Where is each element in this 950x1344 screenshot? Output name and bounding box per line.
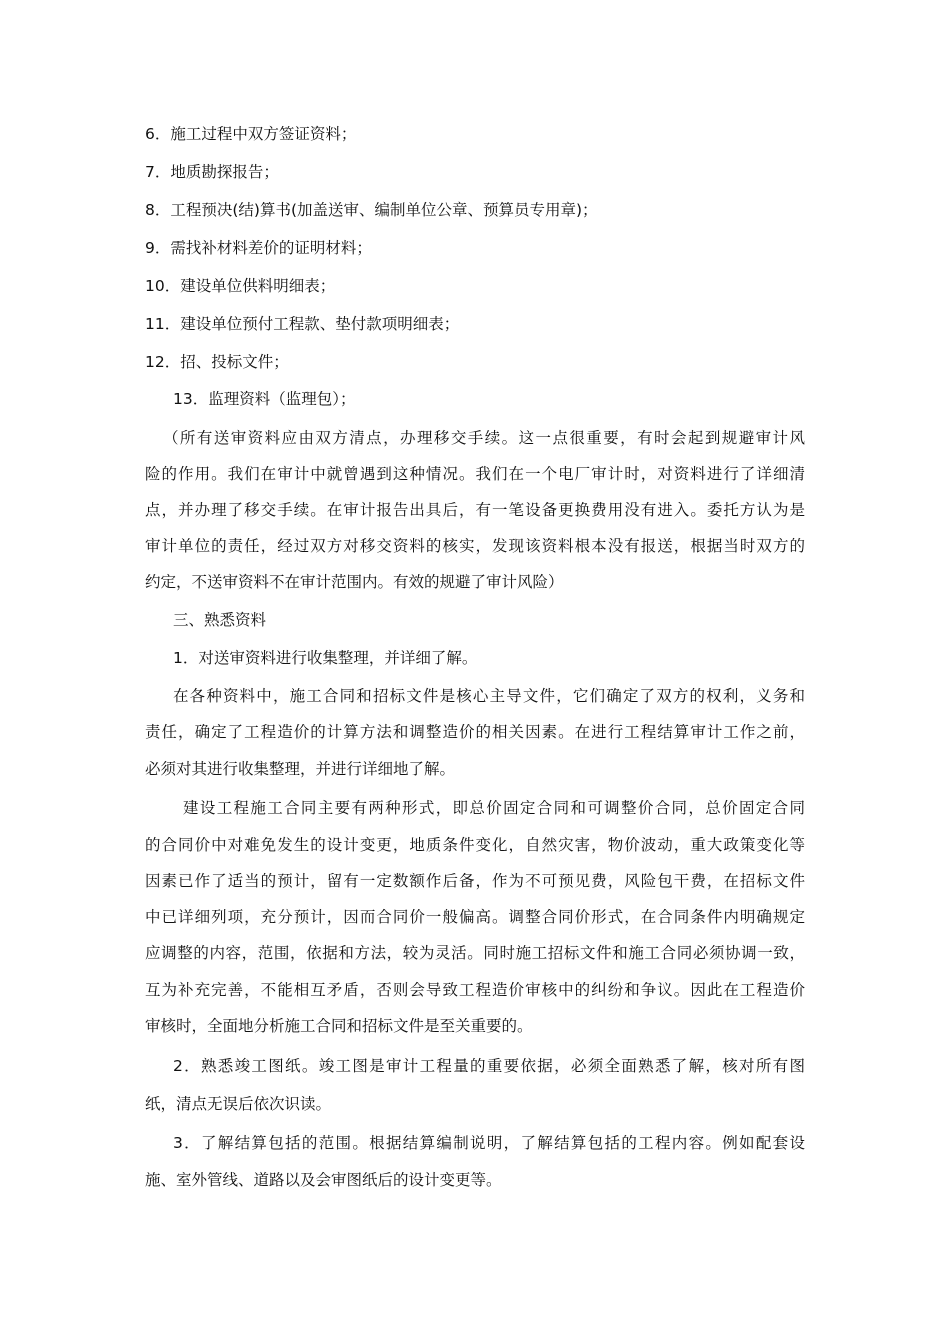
paragraph-line: 在各种资料中，施工合同和招标文件是核心主导文件，它们确定了双方的权利，义务和	[173, 687, 805, 705]
paragraph-line: 2．熟悉竣工图纸。竣工图是审计工程量的重要依据，必须全面熟悉了解，核对所有图	[173, 1057, 805, 1075]
list-item: 7．地质勘探报告；	[145, 163, 279, 181]
paragraph-line: 责任，确定了工程造价的计算方法和调整造价的相关因素。在进行工程结算审计工作之前，	[145, 723, 805, 741]
paragraph-line: 3．了解结算包括的范围。根据结算编制说明，了解结算包括的工程内容。例如配套设	[173, 1134, 805, 1152]
note-line: （所有送审资料应由双方清点，办理移交手续。这一点很重要，有时会起到规避审计风	[163, 429, 805, 447]
paragraph-line: 审核时，全面地分析施工合同和招标文件是至关重要的。	[145, 1017, 533, 1035]
paragraph-line: 必须对其进行收集整理，并进行详细地了解。	[145, 760, 456, 778]
note-line: 险的作用。我们在审计中就曾遇到这种情况。我们在一个电厂审计时，对资料进行了详细清	[145, 465, 805, 483]
note-line: 审计单位的责任，经过双方对移交资料的核实，发现该资料根本没有报送，根据当时双方的	[145, 537, 805, 555]
note-line: 约定，不送审资料不在审计范围内。有效的规避了审计风险）	[145, 573, 564, 591]
list-item: 8．工程预决(结)算书(加盖送审、编制单位公章、预算员专用章)；	[145, 201, 598, 219]
paragraph-line: 互为补充完善，不能相互矛盾，否则会导致工程造价审核中的纠纷和争议。因此在工程造价	[145, 981, 805, 999]
list-item: 9．需找补材料差价的证明材料；	[145, 239, 372, 257]
paragraph-line: 中已详细列项，充分预计，因而合同价一般偏高。调整合同价形式，在合同条件内明确规定	[145, 908, 805, 926]
list-item: 12．招、投标文件；	[145, 353, 289, 371]
list-item: 10．建设单位供料明细表；	[145, 277, 336, 295]
list-item: 11．建设单位预付工程款、垫付款项明细表；	[145, 315, 460, 333]
paragraph-line: 纸，清点无误后依次识读。	[145, 1095, 332, 1113]
paragraph-line: 的合同价中对难免发生的设计变更，地质条件变化，自然灾害，物价波动，重大政策变化等	[145, 836, 805, 854]
note-line: 点，并办理了移交手续。在审计报告出具后，有一笔设备更换费用没有进入。委托方认为是	[145, 501, 805, 519]
paragraph-line: 施、室外管线、道路以及会审图纸后的设计变更等。	[145, 1171, 502, 1189]
list-item: 13．监理资料（监理包）；	[173, 390, 356, 408]
item-heading: 1．对送审资料进行收集整理，并详细了解。	[173, 649, 478, 667]
paragraph-line: 因素已作了适当的预计，留有一定数额作后备，作为不可预见费，风险包干费，在招标文件	[145, 872, 805, 890]
paragraph-line: 应调整的内容，范围，依据和方法，较为灵活。同时施工招标文件和施工合同必须协调一致，	[145, 944, 805, 962]
section-heading: 三、熟悉资料	[173, 611, 267, 629]
list-item: 6．施工过程中双方签证资料；	[145, 125, 357, 143]
paragraph-line: 建设工程施工合同主要有两种形式，即总价固定合同和可调整价合同，总价固定合同	[183, 799, 805, 817]
